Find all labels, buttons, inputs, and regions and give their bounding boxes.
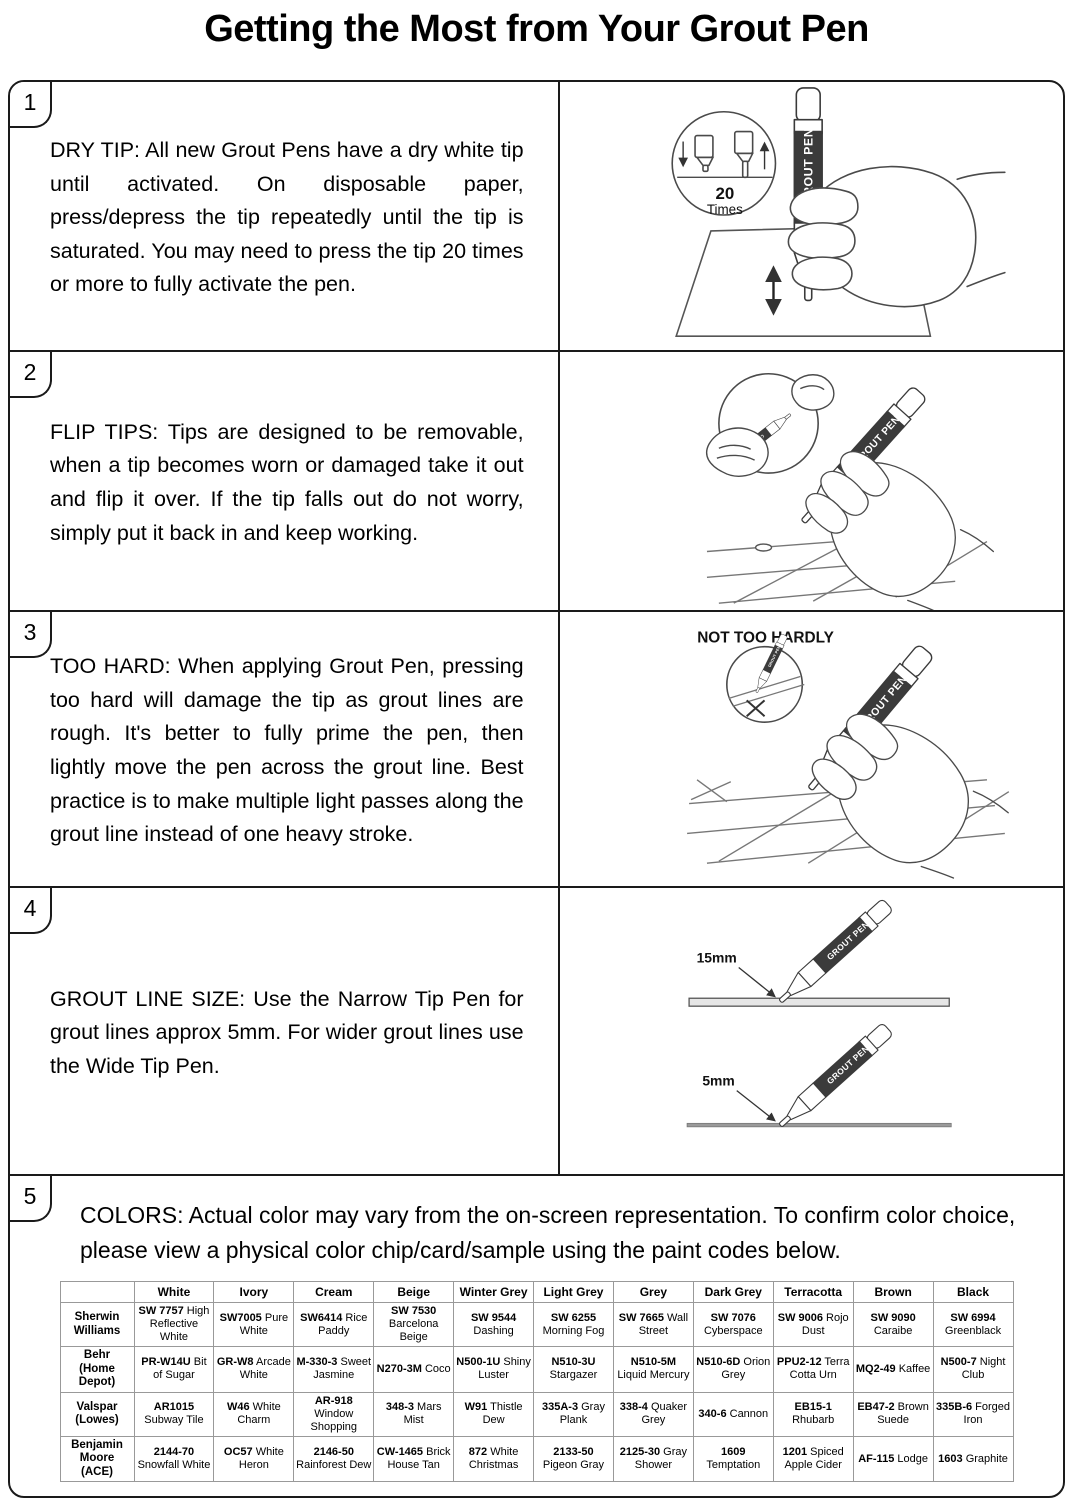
grout-pen-in-hand: [793, 640, 1053, 886]
brand-cell: Behr (Home Depot): [60, 1347, 134, 1393]
paint-cell: SW 9006 Rojo Dust: [773, 1303, 853, 1347]
section-number: 1: [23, 89, 37, 115]
paint-cell: 1201 Spiced Apple Cider: [773, 1436, 853, 1482]
section-number: 2: [23, 359, 37, 385]
corner-cell: [60, 1282, 134, 1303]
paint-cell: SW 7757 High Reflective White: [134, 1303, 214, 1347]
too-hard-illustration: [560, 612, 1063, 886]
paint-cell: SW 9544 Dashing: [454, 1303, 534, 1347]
paint-cell: N510-6D Orion Grey: [693, 1347, 773, 1393]
column-header: Terracotta: [773, 1282, 853, 1303]
paint-cell: AR-918 Window Shopping: [294, 1392, 374, 1436]
narrow-tip-pen: [774, 1022, 894, 1133]
paint-cell: SW7005 Pure White: [214, 1303, 294, 1347]
section-number-tab: [10, 1176, 52, 1222]
section-number-tab: [10, 352, 52, 398]
paint-cell: N500-7 Night Club: [933, 1347, 1013, 1393]
section-flip-tips: [10, 350, 1063, 610]
paint-cell: GR-W8 Arcade White: [214, 1347, 294, 1393]
figure-caption: NOT TOO HARDLY: [696, 629, 834, 647]
press-count: 20: [714, 184, 734, 204]
paint-cell: SW 7530 Barcelona Beige: [374, 1303, 454, 1347]
dry-tip-text-column: [10, 82, 558, 350]
section-number: 5: [23, 1183, 37, 1209]
paint-cell: 2125-30 Gray Shower: [613, 1436, 693, 1482]
paint-cell: N510-3U Stargazer: [534, 1347, 614, 1393]
narrow-line-label: 5mm: [701, 1072, 735, 1089]
holding-hand: [706, 428, 767, 476]
section-dry-tip: [10, 82, 1063, 350]
grout-pen-in-hand: [787, 381, 1039, 610]
brand-cell: Sherwin Williams: [60, 1303, 134, 1347]
paint-cell: PPU2-12 Terra Cotta Urn: [773, 1347, 853, 1393]
flip-inset-circle: [706, 374, 833, 476]
paint-cell: PR-W14U Bit of Sugar: [134, 1347, 214, 1393]
paint-cell: OC57 White Heron: [214, 1436, 294, 1482]
section-number-tab: [10, 612, 52, 658]
wide-grout-line: [689, 998, 949, 1006]
wide-tip-pen: [774, 897, 894, 1008]
section-number-tab: [10, 888, 52, 934]
dry-tip-paragraph: DRY TIP: All new Grout Pens have a dry white tip until activated. On disposable paper, press/depress the tip repeatedly until the tip is saturated. You may need to press the tip 20 times or more to fully activate the pen.: [50, 138, 524, 297]
grout-line-size-text-column: [10, 888, 558, 1174]
section-number: 3: [23, 619, 37, 645]
brand-cell: Valspar (Lowes): [60, 1392, 134, 1436]
table-row: [60, 1303, 1013, 1347]
paint-cell: M-330-3 Sweet Jasmine: [294, 1347, 374, 1393]
page-title: Getting the Most from Your Grout Pen: [204, 8, 869, 50]
paint-cell: W91 Thistle Dew: [454, 1392, 534, 1436]
section-number-tab: [10, 82, 52, 128]
paint-cell: AR1015 Subway Tile: [134, 1392, 214, 1436]
paint-cell: 1603 Graphite: [933, 1436, 1013, 1482]
flip-tips-text-column: [10, 352, 558, 610]
brand-cell: Benjamin Moore (ACE): [60, 1436, 134, 1482]
section-too-hard: [10, 610, 1063, 886]
paint-cell: 340-6 Cannon: [693, 1392, 773, 1436]
paint-cell: 2133-50 Pigeon Gray: [534, 1436, 614, 1482]
flip-tips-figure-column: [558, 352, 1063, 610]
too-hard-paragraph: TOO HARD: When applying Grout Pen, pressing too hard will damage the tip as grout lines are rough. It's better to fully prime the pen, then lightly move the pen across the grout line. Best practice is to make multiple light passes along the grout line instead of one heavy stroke.: [50, 654, 524, 847]
hand: [788, 167, 1004, 307]
paint-cell: 2144-70 Snowfall White: [134, 1436, 214, 1482]
narrow-grout-line: [687, 1123, 951, 1126]
paint-cell: EB15-1 Rhubarb: [773, 1392, 853, 1436]
column-header: White: [134, 1282, 214, 1303]
hand: [787, 429, 996, 610]
column-header: Grey: [613, 1282, 693, 1303]
table-row: [60, 1347, 1013, 1393]
section-colors: [10, 1174, 1063, 1496]
column-header: Dark Grey: [693, 1282, 773, 1303]
instruction-sheet: [8, 80, 1065, 1498]
paint-cell: 872 White Christmas: [454, 1436, 534, 1482]
grout-line-size-paragraph: GROUT LINE SIZE: Use the Narrow Tip Pen for grout lines approx 5mm. For wider grout lines use the Wide Tip Pen.: [50, 986, 524, 1078]
paint-cell: N500-1U Shiny Luster: [454, 1347, 534, 1393]
column-header: Winter Grey: [454, 1282, 534, 1303]
flip-tips-paragraph: FLIP TIPS: Tips are designed to be removable, when a tip becomes worn or damaged take it out and flip it over. If the tip falls out do not worry, simply put it back in and keep working.: [50, 419, 524, 545]
paint-cell: MQ2-49 Kaffee: [853, 1347, 933, 1393]
section-number: 4: [23, 895, 37, 921]
paint-cell: 1609 Temptation: [693, 1436, 773, 1482]
dry-tip-figure-column: [558, 82, 1063, 350]
wide-line-label: 15mm: [696, 949, 737, 966]
paint-cell: 335B-6 Forged Iron: [933, 1392, 1013, 1436]
paint-cell: N270-3M Coco: [374, 1347, 454, 1393]
too-hard-text-column: [10, 612, 558, 886]
paint-cell: SW 6255 Morning Fog: [534, 1303, 614, 1347]
column-header: Black: [933, 1282, 1013, 1303]
paint-cell: SW6414 Rice Paddy: [294, 1303, 374, 1347]
paint-cell: W46 White Charm: [214, 1392, 294, 1436]
column-header: Beige: [374, 1282, 454, 1303]
paint-cell: SW 7665 Wall Street: [613, 1303, 693, 1347]
paint-cell: EB47-2 Brown Suede: [853, 1392, 933, 1436]
pulling-hand: [791, 375, 833, 410]
fallen-tip: [755, 544, 771, 551]
grout-line-size-illustration: [560, 888, 1063, 1174]
hand: [793, 691, 1010, 886]
too-hard-figure-column: [558, 612, 1063, 886]
colors-paragraph: COLORS: Actual color may vary from the on-screen representation. To confirm color choice, please view a physical color chip/card/sample using the paint codes below.: [80, 1202, 1016, 1263]
paint-codes-table: [60, 1281, 1014, 1482]
paint-cell: SW 6994 Greenblack: [933, 1303, 1013, 1347]
grout-pen-in-hand: [788, 88, 1004, 307]
paint-cell: N510-5M Liquid Mercury: [613, 1347, 693, 1393]
flip-tips-illustration: [560, 352, 1063, 610]
paint-cell: 348-3 Mars Mist: [374, 1392, 454, 1436]
paint-cell: 335A-3 Gray Plank: [534, 1392, 614, 1436]
press-count-unit: Times: [706, 202, 743, 218]
column-header: Cream: [294, 1282, 374, 1303]
table-row: [60, 1392, 1013, 1436]
column-header: Ivory: [214, 1282, 294, 1303]
column-header: Brown: [853, 1282, 933, 1303]
column-header: Light Grey: [534, 1282, 614, 1303]
dry-tip-illustration: [560, 82, 1063, 350]
paint-cell: SW 9090 Caraibe: [853, 1303, 933, 1347]
section-grout-line-size: [10, 886, 1063, 1174]
paint-cell: AF-115 Lodge: [853, 1436, 933, 1482]
paint-cell: CW-1465 Brick House Tan: [374, 1436, 454, 1482]
paint-cell: SW 7076 Cyberspace: [693, 1303, 773, 1347]
paint-cell: 2146-50 Rainforest Dew: [294, 1436, 374, 1482]
paint-cell: 338-4 Quaker Grey: [613, 1392, 693, 1436]
grout-line-size-figure-column: [558, 888, 1063, 1174]
table-row: [60, 1436, 1013, 1482]
